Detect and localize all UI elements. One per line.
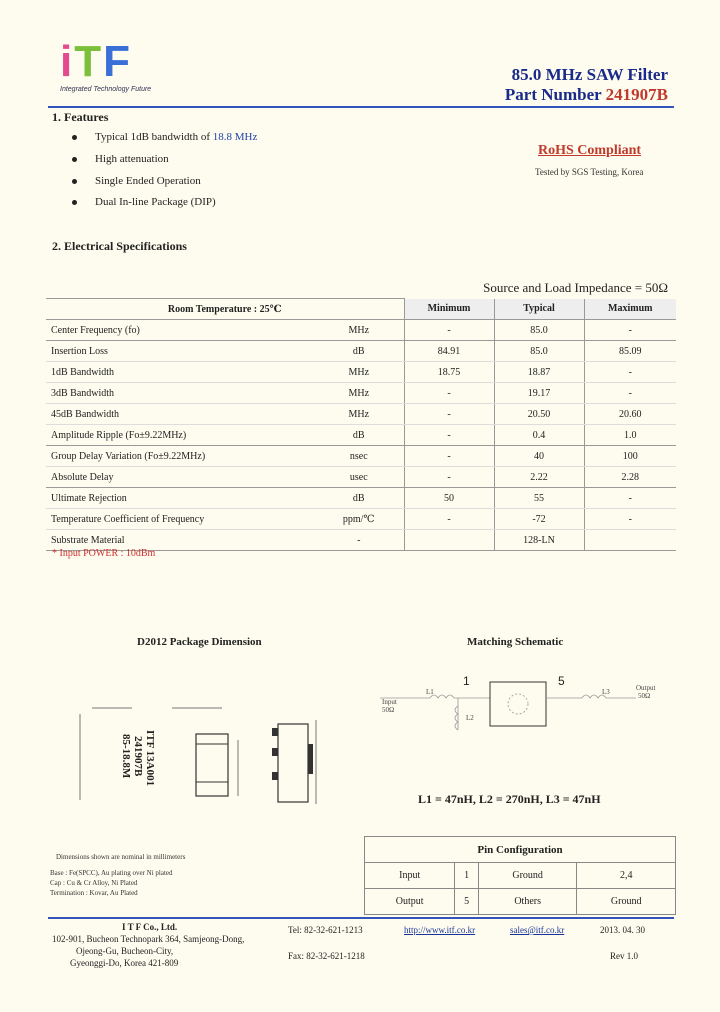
schematic-heading: Matching Schematic [467,636,564,648]
spec-typ: 40 [494,446,584,467]
spec-typ: 19.17 [494,383,584,404]
spec-typ: 18.87 [494,362,584,383]
l2-label: L2 [466,714,474,722]
pin-cell: 5 [455,889,478,915]
inductor-values: L1 = 47nH, L2 = 270nH, L3 = 47nH [418,792,601,806]
pin-cell: Others [478,889,577,915]
package-pin [272,728,278,736]
bullet-icon [72,157,77,162]
part-number-label: Part Number [504,85,602,104]
package-pin [272,772,278,780]
spec-unit: dB [314,341,404,362]
spec-max: - [584,509,676,530]
footer-web[interactable] [404,925,475,935]
spec-min: - [404,425,494,446]
spec-max: 85.09 [584,341,676,362]
spec-min: - [404,509,494,530]
spec-row [46,383,676,404]
feature-item: Typical 1dB bandwidth of 18.8 MHz [72,131,257,143]
spec-min: - [404,320,494,341]
bullet-icon [72,179,77,184]
spec-typ: 55 [494,488,584,509]
company-logo [60,38,170,108]
feature-item: High attenuation [72,153,169,165]
output-label: Output [636,684,656,692]
footer-tel: Tel: 82-32-621-1213 [288,925,363,935]
room-temp-header: Room Temperature : 25℃ [46,299,404,320]
part-number: 241907B [605,85,668,104]
pin-config-heading: Pin Configuration [365,837,676,863]
spec-param: 45dB Bandwidth [46,404,314,425]
spec-min: - [404,467,494,488]
logo-mark: iTF [60,37,133,86]
spec-unit: MHz [314,362,404,383]
spec-min: - [404,404,494,425]
footer-revision: Rev 1.0 [610,951,638,961]
pin-cell: Input [365,863,455,889]
specs-heading: 2. Electrical Specifications [52,239,187,253]
pin-cell: Ground [478,863,577,889]
rohs-badge: RoHS Compliant [538,143,642,158]
l3-label: L3 [602,688,610,696]
feature-item: Single Ended Operation [72,175,201,187]
rohs-subtitle: Tested by SGS Testing, Korea [535,167,644,177]
spec-param: Ultimate Rejection [46,488,314,509]
col-min-header: Minimum [404,299,494,320]
saw-filter-block [490,682,546,726]
output-impedance: 50Ω [638,692,651,700]
package-end-view [278,724,308,802]
l1-label: L1 [426,688,434,696]
col-max-header: Maximum [584,299,676,320]
spec-min: - [404,383,494,404]
pin-config-table [364,836,676,915]
spec-header-row [46,299,676,320]
pin-cell: 1 [455,863,478,889]
spec-typ: 0.4 [494,425,584,446]
schematic-drawing [370,670,670,770]
filter-symbol [508,694,528,714]
spec-param: Absolute Delay [46,467,314,488]
spec-unit: MHz [314,383,404,404]
input-impedance: 50Ω [382,706,395,714]
spec-min: 84.91 [404,341,494,362]
spec-row [46,341,676,362]
footer-address-3: Gyeonggi-Do, Korea 421-809 [70,958,179,968]
spec-param: Substrate Material [46,530,314,551]
spec-row [46,467,676,488]
spec-unit: nsec [314,446,404,467]
pin-row [365,889,676,915]
email-link[interactable]: sales@itf.co.kr [510,925,565,935]
package-drawing: ITF 13A001 241907B 85-18.8M [72,700,342,820]
pin-out-label: 5 [558,674,565,688]
spec-param: 3dB Bandwidth [46,383,314,404]
spec-row [46,488,676,509]
spec-unit: ppm/℃ [314,509,404,530]
package-heading: D2012 Package Dimension [137,636,262,648]
footer-date: 2013. 04. 30 [600,925,645,935]
spec-row [46,509,676,530]
spec-max: 2.28 [584,467,676,488]
spec-max: - [584,488,676,509]
pin-in-label: 1 [463,674,470,688]
spec-param: Group Delay Variation (Fo±9.22MHz) [46,446,314,467]
footer-fax: Fax: 82-32-621-1218 [288,951,365,961]
cap-material: Cap : Cu & Cr Alloy, Ni Plated [50,879,138,887]
logo-subtitle: Integrated Technology Future [60,86,152,93]
package-side-view [196,734,228,796]
package-pin [308,744,313,774]
feature-highlight: 18.8 MHz [212,131,258,143]
package-dimension-drawing [72,700,342,820]
spec-max: 20.60 [584,404,676,425]
website-link[interactable]: http://www.itf.co.kr [404,925,476,935]
footer-address-1: 102-901, Bucheon Technopark 364, Samjeong-Dong, [52,934,245,944]
part-number-line [505,85,668,105]
impedance-note: Source and Load Impedance = 50Ω [483,280,668,295]
spec-unit: - [314,530,404,551]
bullet-icon [72,200,77,205]
spec-unit: usec [314,467,404,488]
spec-unit: dB [314,488,404,509]
package-pin [272,748,278,756]
footer-company: I T F Co., Ltd. [122,922,178,932]
spec-param: 1dB Bandwidth [46,362,314,383]
spec-unit: MHz [314,320,404,341]
spec-max [584,530,676,551]
features-heading: 1. Features [52,110,109,124]
feature-item: Dual In-line Package (DIP) [72,196,216,208]
pin-cell: Output [365,889,455,915]
spec-param: Insertion Loss [46,341,314,362]
bullet-icon [72,135,77,140]
footer-address-2: Ojeong-Gu, Bucheon-City, [76,946,174,956]
spec-param: Temperature Coefficient of Frequency [46,509,314,530]
footer-email[interactable] [510,925,564,935]
pin-row [365,863,676,889]
spec-max: - [584,362,676,383]
spec-typ: 2.22 [494,467,584,488]
spec-min [404,530,494,551]
spec-row [46,320,676,341]
spec-row [46,425,676,446]
spec-typ: -72 [494,509,584,530]
footer-divider [48,917,674,919]
spec-typ: 128-LN [494,530,584,551]
product-title: 85.0 MHz SAW Filter [511,65,668,84]
spec-unit: dB [314,425,404,446]
pin-cell: Ground [577,889,676,915]
matching-schematic [370,670,670,770]
spec-row [46,404,676,425]
inductor-l2 [455,706,458,730]
spec-min: 50 [404,488,494,509]
spec-row [46,362,676,383]
spec-row [46,446,676,467]
spec-max: 1.0 [584,425,676,446]
spec-min: 18.75 [404,362,494,383]
spec-typ: 20.50 [494,404,584,425]
spec-param: Amplitude Ripple (Fo±9.22MHz) [46,425,314,446]
spec-max: - [584,320,676,341]
spec-unit: MHz [314,404,404,425]
spec-table [46,298,676,551]
col-typ-header: Typical [494,299,584,320]
spec-max: 100 [584,446,676,467]
spec-typ: 85.0 [494,320,584,341]
spec-typ: 85.0 [494,341,584,362]
input-label: Input [382,698,397,706]
spec-param: Center Frequency (fo) [46,320,314,341]
input-power-note: * Input POWER : 10dBm [52,548,156,559]
base-material: Base : Fe(SPCC), Au plating over Ni plated [50,869,173,877]
spec-max: - [584,383,676,404]
spec-min: - [404,446,494,467]
pin-cell: 2,4 [577,863,676,889]
termination-material: Termination : Kovar, Au Plated [50,889,138,897]
dimensions-note: Dimensions shown are nominal in millimeters [56,853,186,861]
header-divider [48,106,674,108]
